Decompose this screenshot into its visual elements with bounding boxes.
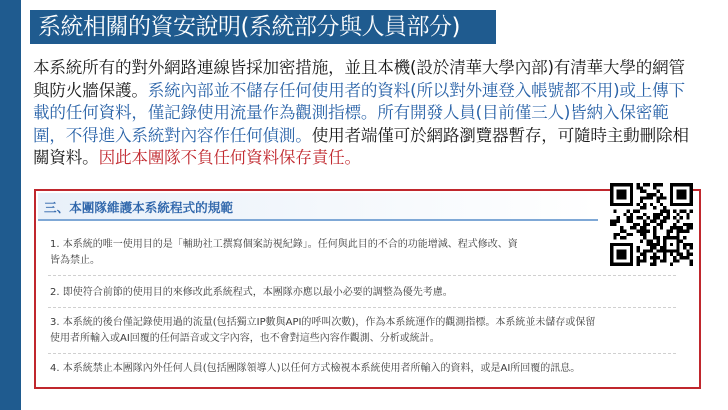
rule-item-3-line1: 3. 本系統的後台僅記錄使用過的流量(包括獨立IP數與API的呼叫次數)，作為本系統運作的觀測指標。本系統並未儲存或保留 <box>50 317 596 328</box>
rule-item-2-line1: 2. 即使符合前節的使用目的來修改此系統程式，本團隊亦應以最小必要的調整為優先考慮。 <box>50 287 453 298</box>
slide-accent-bar <box>0 0 21 410</box>
title-banner <box>30 10 496 44</box>
rule-item-3-line2: 使用者所輸入或AI回覆的任何語音或文字內容，也不會對這些內容作觀測、分析或統計。 <box>50 333 440 344</box>
rule-item-2 <box>50 285 672 301</box>
rule-divider <box>48 307 676 308</box>
rules-panel-title: 三、本團隊維護本系統程式的規範 <box>44 200 233 215</box>
qr-code-icon <box>610 183 693 266</box>
rule-divider <box>48 275 676 276</box>
rule-item-1-line1: 1. 本系統的唯一使用目的是「輔助社工撰寫個案訪視紀錄」。任何與此目的不合的功能增減、程式修改、資 <box>50 239 518 250</box>
rule-item-3 <box>50 315 672 347</box>
intro-browser-text: 使用者端僅可於網路瀏覽器暫存，可隨時主動刪除相關資料。 <box>33 125 689 167</box>
rule-item-1-line2: 皆為禁止。 <box>50 255 100 266</box>
intro-data-policy-text: 系統內部並不儲存任何使用者的資料(所以對外連登入帳號都不用)或上傳下載的任何資料，僅記錄使用流量作為觀測指標。所有開發人員(目前僅三人)皆納入保密範圍，不得進入系統對內容作任何偵測。 <box>33 80 685 145</box>
intro-network-text: 本系統所有的對外網路連線皆採加密措施，並且本機(設於清華大學內部)有清華大學的網管與防火牆保護。 <box>33 58 685 100</box>
rules-panel <box>34 189 701 389</box>
rule-item-1 <box>50 237 672 269</box>
rules-panel-header <box>38 193 598 221</box>
rule-item-4-line1: 4. 本系統禁止本團隊內外任何人員(包括團隊領導人)以任何方式檢視本系統使用者所輸入的資料，或是AI所回覆的訊息。 <box>50 363 581 374</box>
intro-disclaimer-text: 因此本團隊不負任何資料保存責任。 <box>98 148 361 167</box>
rule-item-4 <box>50 361 672 377</box>
qr-code-graphic <box>610 183 693 266</box>
slide-title: 系統相關的資安說明(系統部分與人員部分) <box>38 14 460 40</box>
intro-paragraph <box>33 57 698 170</box>
rule-divider <box>48 353 676 354</box>
